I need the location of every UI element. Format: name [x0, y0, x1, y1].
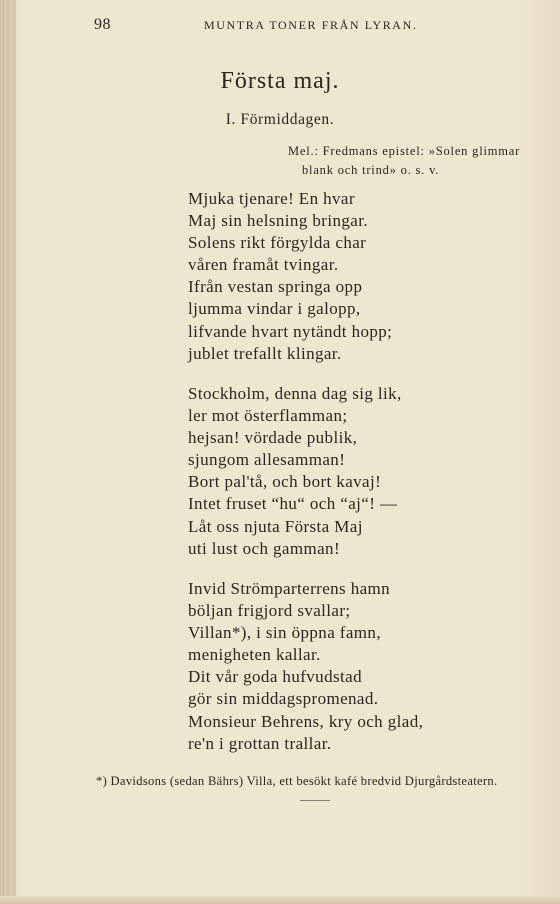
melody-line-1: Mel.: Fredmans epistel: »Solen glimmar: [288, 144, 521, 158]
verse-line: Monsieur Behrens, kry och glad,: [188, 711, 424, 731]
verse-line: hejsan! vördade publik,: [188, 428, 358, 448]
melody-note: [288, 142, 550, 180]
poem-subtitle: I. Förmiddagen.: [225, 111, 335, 128]
verse-line: Stockholm, denna dag sig lik,: [188, 384, 402, 403]
verse-line: Mjuka tjenare! En hvar: [188, 189, 355, 208]
running-head: MUNTRA TONER FRÅN LYRAN.: [204, 18, 418, 32]
footnote-rule: [300, 800, 330, 801]
verse-line: lifvande hvart nytändt hopp;: [188, 321, 393, 341]
verse-line: Ifrån vestan springa opp: [188, 277, 363, 297]
verse-line: Invid Strömparterrens hamn: [188, 579, 391, 598]
footnote: *) Davidsons (sedan Bährs) Villa, ett besökt kafé bredvid Djurgårdsteatern.: [96, 774, 498, 788]
verse-line: Bort pal'tå, och bort kavaj!: [188, 472, 382, 492]
verse-line: böljan frigjord svallar;: [188, 601, 351, 621]
verse-line: Villan*), i sin öppna famn,: [188, 623, 381, 643]
verse-line: menigheten kallar.: [188, 645, 321, 665]
verse-line: Maj sin helsning bringar.: [188, 211, 368, 231]
verse-line: ljumma vindar i galopp,: [188, 299, 361, 319]
verse-line: Låt oss njuta Första Maj: [188, 516, 363, 536]
stanza-1: [188, 188, 518, 365]
verse-line: gör sin middagspromenad.: [188, 689, 379, 709]
verse-line: Intet fruset “hu“ och “aj“! —: [188, 494, 398, 514]
stanza-2: [188, 383, 518, 560]
book-gutter: [0, 0, 16, 904]
stanza-3: [188, 578, 518, 755]
page-edge: [0, 896, 560, 904]
verse-line: våren framåt tvingar.: [188, 255, 339, 275]
verse-line: ler mot österflamman;: [188, 406, 348, 426]
verse-line: re'n i grottan trallar.: [188, 733, 332, 753]
verse-line: uti lust och gamman!: [188, 538, 341, 558]
page-number: 98: [94, 16, 111, 33]
verse-line: Solens rikt förgylda char: [188, 233, 367, 253]
verse-line: Dit vår goda hufvudstad: [188, 667, 362, 687]
page-header: [0, 14, 560, 38]
melody-line-2: blank och trind» o. s. v.: [302, 163, 440, 177]
verse-line: jublet trefallt klingar.: [188, 343, 342, 363]
poem-title: Första maj.: [220, 68, 340, 94]
verse-line: sjungom allesamman!: [188, 450, 346, 470]
